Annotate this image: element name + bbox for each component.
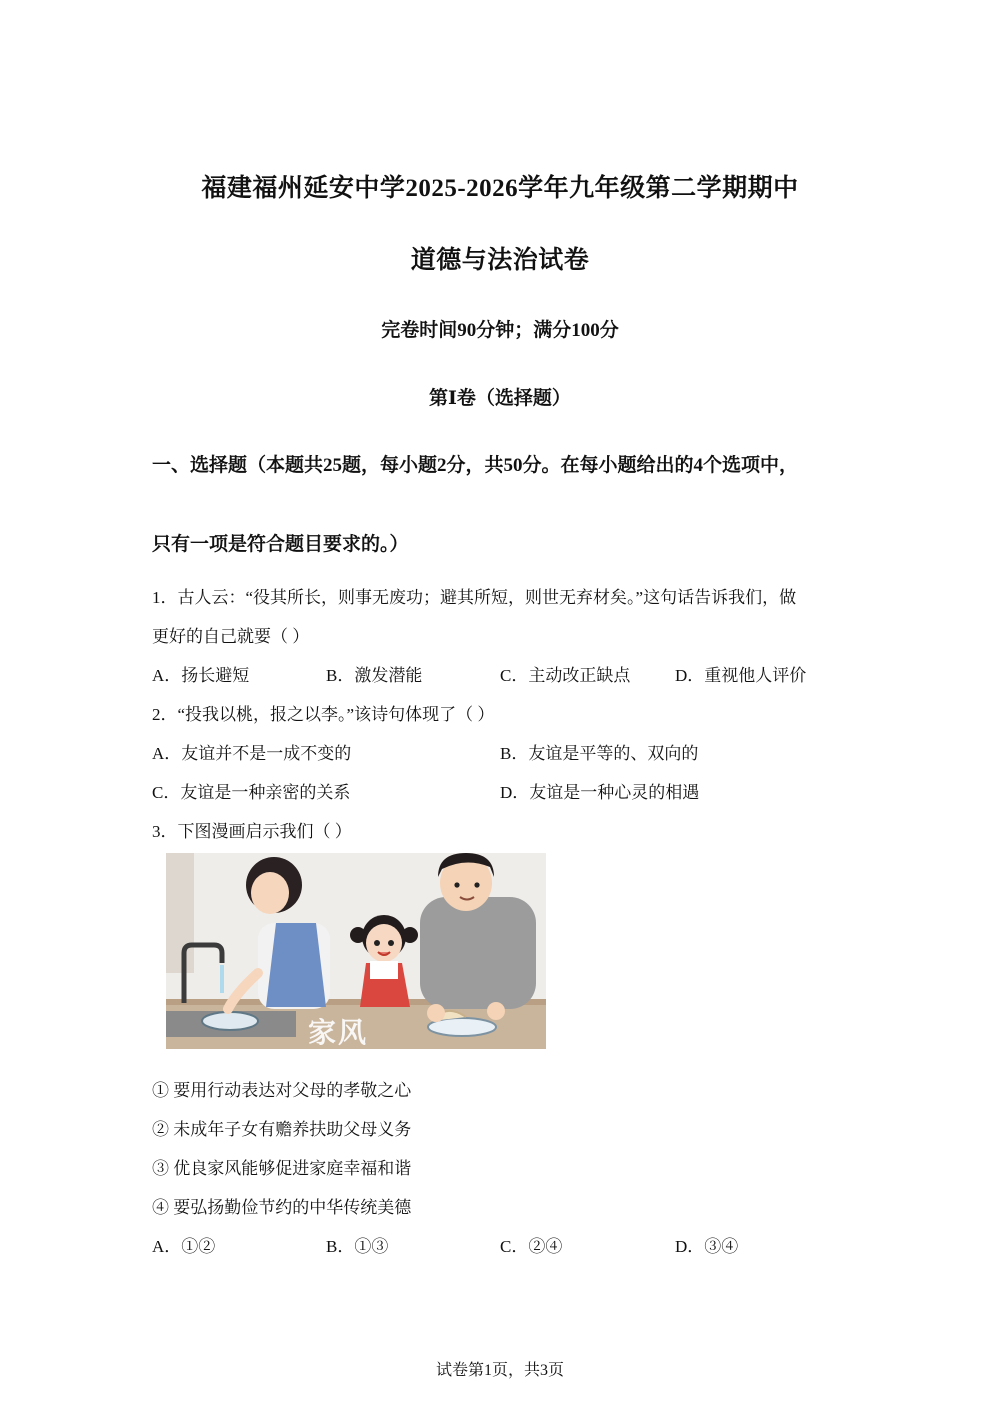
volume-heading: 第Ⅰ卷（选择题） xyxy=(429,388,571,409)
question-3-statement-2: ② 未成年子女有赡养扶助父母义务 xyxy=(152,1120,412,1139)
question-3-option-b[interactable]: B．①③ xyxy=(326,1237,389,1256)
question-2-stem: 2．“投我以桃，报之以李。”该诗句体现了（ ） xyxy=(152,705,495,724)
question-2-option-d[interactable]: D．友谊是一种心灵的相遇 xyxy=(500,783,700,802)
section-heading-line2: 只有一项是符合题目要求的。） xyxy=(152,534,409,555)
page-footer: 试卷第1页，共3页 xyxy=(435,1362,564,1379)
question-3-statement-4: ④ 要弘扬勤俭节约的中华传统美德 xyxy=(152,1198,412,1217)
exam-title-line1: 福建福州延安中学2025-2026学年九年级第二学期期中 xyxy=(201,175,799,202)
comic-caption: 家风 xyxy=(308,1016,369,1049)
question-2-option-a[interactable]: A．友谊并不是一成不变的 xyxy=(152,744,352,763)
question-3-option-c[interactable]: C．②④ xyxy=(500,1237,563,1256)
question-1-option-b[interactable]: B．激发潜能 xyxy=(326,666,423,685)
exam-info: 完卷时间90分钟；满分100分 xyxy=(381,320,619,341)
question-3-statement-3: ③ 优良家风能够促进家庭幸福和谐 xyxy=(152,1159,412,1178)
question-1-option-c[interactable]: C．主动改正缺点 xyxy=(500,666,631,685)
question-3-option-d[interactable]: D．③④ xyxy=(675,1237,739,1256)
question-3-stem: 3．下图漫画启示我们（ ） xyxy=(152,822,352,841)
question-1-option-a[interactable]: A．扬长避短 xyxy=(152,666,250,685)
section-heading-line1: 一、选择题（本题共25题，每小题2分，共50分。在每小题给出的4个选项中， xyxy=(152,455,799,476)
question-1-stem-line2: 更好的自己就要（ ） xyxy=(152,627,310,646)
question-2-option-c[interactable]: C．友谊是一种亲密的关系 xyxy=(152,783,351,802)
question-2-option-b[interactable]: B．友谊是平等的、双向的 xyxy=(500,744,699,763)
question-3-option-a[interactable]: A．①② xyxy=(152,1237,216,1256)
question-1-stem-line1: 1．古人云：“役其所长，则事无废功；避其所短，则世无弃材矣。”这句话告诉我们，做 xyxy=(152,588,797,607)
family-chores-comic-image xyxy=(166,853,546,1049)
exam-title-line2: 道德与法治试卷 xyxy=(410,247,590,274)
question-1-option-d[interactable]: D．重视他人评价 xyxy=(675,666,807,685)
question-3-statement-1: ① 要用行动表达对父母的孝敬之心 xyxy=(152,1081,412,1100)
